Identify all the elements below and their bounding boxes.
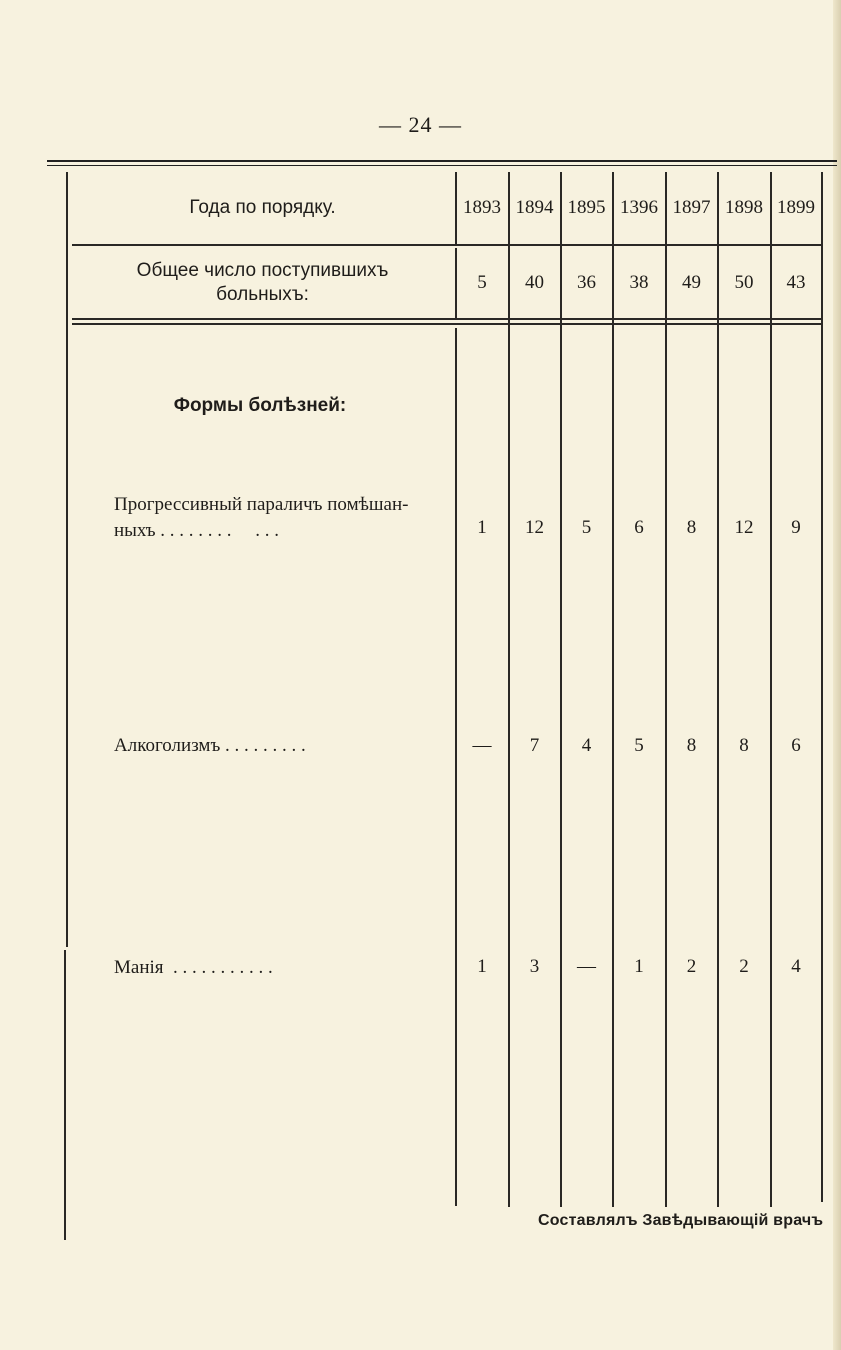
total-value: 36	[577, 272, 596, 293]
total-value: 38	[629, 272, 649, 293]
year-1893: 1893	[463, 197, 501, 218]
row-value: 2	[739, 956, 749, 977]
year-1895: 1895	[567, 197, 606, 218]
row-label-paralysis	[114, 492, 408, 544]
col-line	[717, 172, 719, 1207]
total-value: 5	[477, 272, 487, 293]
row-value: 4	[791, 956, 801, 977]
col-line	[560, 172, 562, 1207]
page-number: — 24 —	[379, 112, 462, 137]
forms-heading: Формы болѣзней:	[173, 395, 347, 416]
row-value: 6	[634, 517, 644, 538]
row-label-mania: Манія . . . . . . . . . . .	[114, 957, 273, 978]
total-rule-second	[72, 323, 822, 325]
col-line	[665, 172, 667, 1207]
row-value: 5	[581, 517, 592, 538]
col-line	[612, 172, 614, 1207]
row-value: 2	[686, 956, 697, 977]
row-value: 12	[525, 517, 544, 538]
total-label	[70, 248, 455, 318]
total-rule	[72, 318, 822, 320]
row-value: —	[472, 735, 492, 756]
row-label-alcoholism: Алкоголизмъ . . . . . . . . .	[114, 735, 306, 756]
row-value: 3	[529, 956, 540, 977]
top-rule-thin	[47, 165, 837, 166]
year-1396: 1396	[620, 197, 658, 218]
row-value: 4	[581, 735, 592, 756]
row-label-line1: Прогрессивный параличъ помѣшан-	[114, 494, 409, 515]
total-label-line1: Общее число поступившихъ	[136, 260, 389, 281]
row-value: 8	[686, 517, 697, 538]
year-1899: 1899	[777, 197, 815, 218]
row-label-line2: ныхъ . . . . . . . . . . .	[114, 520, 280, 541]
col-line	[770, 172, 772, 1207]
row-value: 7	[529, 735, 540, 756]
total-value: 43	[786, 272, 806, 293]
signature-stamp: Составлялъ Завѣдывающій врачъ	[538, 1212, 824, 1229]
left-border-lower	[64, 950, 66, 1240]
total-value: 40	[525, 272, 544, 293]
col-line	[508, 172, 510, 1207]
row-value: 12	[734, 517, 754, 538]
row-value: 1	[477, 517, 487, 538]
row-value: 1	[634, 956, 644, 977]
total-value: 49	[682, 272, 701, 293]
total-value: 50	[734, 272, 754, 293]
row-value: 1	[477, 956, 487, 977]
top-rule	[47, 160, 837, 162]
row-value: 8	[686, 735, 697, 756]
header-rule	[72, 244, 822, 246]
left-border	[66, 172, 68, 947]
row-value: 6	[791, 735, 801, 756]
year-1894: 1894	[515, 197, 554, 218]
header-label: Года по порядку.	[189, 197, 336, 218]
row-value: —	[577, 956, 596, 977]
row-value: 8	[739, 735, 749, 756]
right-border	[821, 172, 823, 1202]
year-1898: 1898	[725, 197, 763, 218]
row-value: 9	[791, 517, 801, 538]
row-value: 5	[634, 735, 644, 756]
total-label-line2: больныхъ:	[216, 284, 309, 305]
label-column-line-body	[455, 328, 457, 1206]
year-1897: 1897	[672, 197, 711, 218]
page-edge	[833, 0, 841, 1350]
